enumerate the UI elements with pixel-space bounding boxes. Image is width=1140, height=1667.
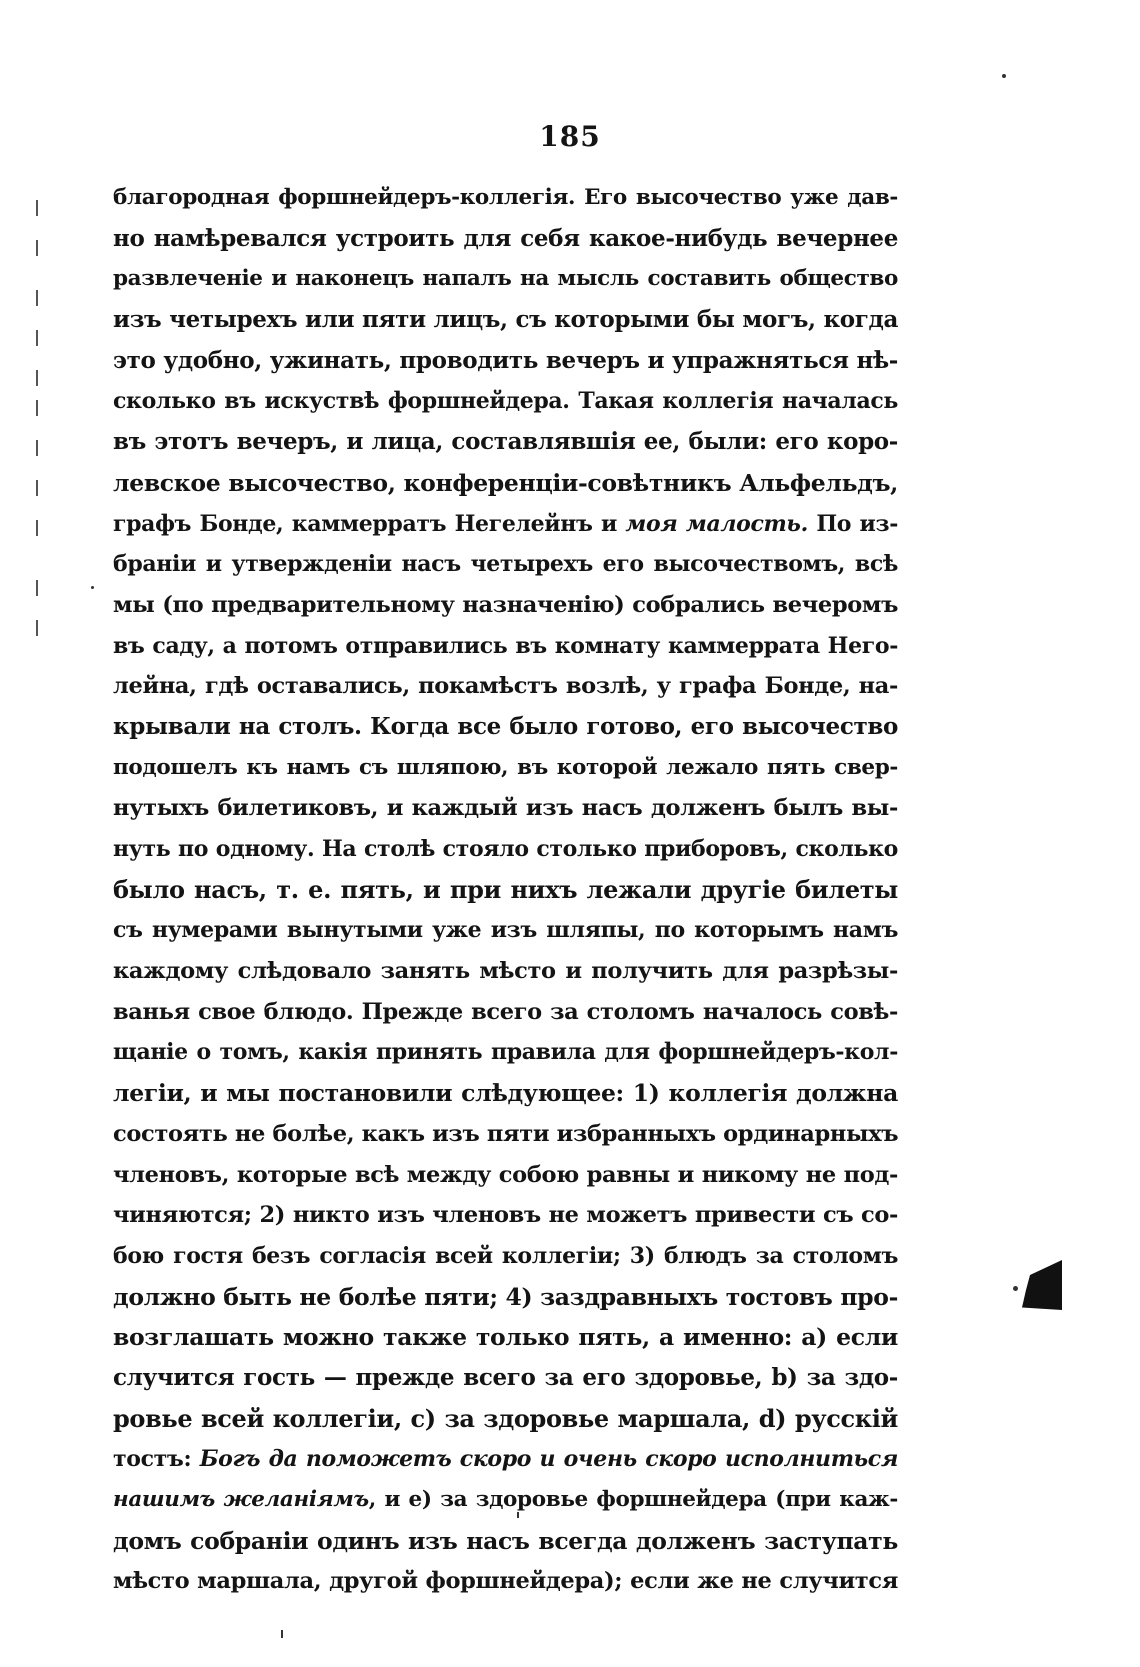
margin-mark	[36, 580, 38, 596]
text-line-content: состоять не болѣе, какъ изъ пяти избранныхъ ординарныхъ	[113, 1120, 898, 1147]
ink-stain	[1022, 1260, 1062, 1310]
text-line-italic: нашимъ желаніямъ	[113, 1487, 369, 1512]
text-line	[113, 463, 898, 504]
text-line-content: мѣсто маршала, другой форшнейдера); если же не случится	[113, 1568, 898, 1595]
text-line-content: но намѣревался устроить для себя какое-нибудь вечернее	[113, 224, 898, 252]
margin-mark	[36, 330, 38, 346]
text-line-content: левское высочество, конференціи-совѣтникъ Альфельдъ,	[113, 468, 898, 497]
text-line-content: крывали на столъ. Когда все было готово, его высочество	[113, 712, 898, 740]
text-line	[113, 870, 898, 911]
text-line-content: было насъ, т. е. пять, и при нихъ лежали другіе билеты	[113, 874, 898, 904]
text-line	[113, 910, 898, 951]
text-line	[113, 544, 898, 585]
margin-mark	[36, 520, 38, 536]
text-line	[113, 1521, 898, 1562]
text-line-content: мы (по предварительному назначенію) собрались вечеромъ	[113, 591, 898, 618]
text-line-content: возглашать можно также только пять, а именно: a) если	[113, 1323, 898, 1352]
ink-speck	[1002, 74, 1006, 78]
text-line-content: домъ собраніи одинъ изъ насъ всегда долженъ заступать	[113, 1526, 898, 1555]
text-line-content: должно быть не болѣе пяти; 4) заздравныхъ тостовъ про-	[113, 1282, 898, 1311]
ink-speck	[517, 1512, 519, 1518]
text-line	[113, 1561, 898, 1602]
text-line-content: съ нумерами вынутыми уже изъ шляпы, по которымъ намъ	[113, 917, 898, 944]
text-line	[113, 259, 898, 300]
text-line-content: браніи и утвержденіи насъ четырехъ его высочествомъ, всѣ	[113, 551, 898, 578]
text-line	[113, 178, 898, 219]
text-line	[113, 707, 898, 748]
text-line	[113, 1317, 898, 1358]
text-line-content: тостъ:	[113, 1446, 200, 1473]
text-line	[113, 422, 898, 463]
text-line	[113, 300, 898, 341]
text-line-content: легіи, и мы постановили слѣдующее: 1) коллегія должна	[113, 1079, 898, 1108]
text-line	[113, 829, 898, 870]
text-line-italic: моя малость.	[625, 510, 808, 537]
text-line	[113, 1114, 898, 1155]
text-line-content: ванья свое блюдо. Прежде всего за столомъ началось совѣ-	[113, 998, 898, 1025]
page-number: 185	[539, 120, 601, 153]
text-line-tail: По из-	[807, 510, 898, 537]
text-line-content: въ саду, а потомъ отправились въ комнату каммеррата Него-	[113, 632, 898, 659]
text-line	[113, 666, 898, 707]
text-line	[113, 504, 898, 545]
text-line-content: благородная форшнейдеръ-коллегія. Его высочество уже дав-	[113, 185, 898, 210]
ink-speck	[91, 586, 94, 589]
text-line-content: членовъ, которые всѣ между собою равны и никому не под-	[113, 1161, 898, 1188]
ink-speck	[1013, 1286, 1018, 1291]
text-line-content: ровье всей коллегіи, c) за здоровье маршала, d) русскій	[113, 1403, 898, 1433]
ink-speck	[281, 1630, 283, 1638]
text-line	[113, 585, 898, 626]
text-line-content: развлеченіе и наконецъ напалъ на мысль составить общество	[113, 266, 898, 292]
text-line-italic: Богъ да поможетъ скоро и очень скоро исполниться	[199, 1446, 898, 1473]
text-line	[113, 1073, 898, 1114]
text-line-content: лейна, гдѣ оставались, покамѣстъ возлѣ, у графа Бонде, на-	[113, 673, 898, 700]
margin-mark	[36, 480, 38, 496]
margin-mark	[36, 440, 38, 456]
text-line	[113, 219, 898, 260]
text-line-content: щаніе о томъ, какія принять правила для форшнейдеръ-кол-	[113, 1039, 898, 1066]
text-line	[113, 1439, 898, 1480]
margin-mark	[36, 290, 38, 306]
body-text	[113, 178, 898, 1602]
margin-mark	[36, 400, 38, 416]
text-line-content: въ этотъ вечеръ, и лица, составлявшія ее, были: его коро-	[113, 428, 898, 456]
text-line	[113, 1277, 898, 1318]
margin-mark	[36, 620, 38, 636]
text-line-content: подошелъ къ намъ съ шляпою, въ которой лежало пять свер-	[113, 754, 898, 780]
text-line	[113, 788, 898, 829]
text-line	[113, 1155, 898, 1196]
text-line	[113, 626, 898, 667]
text-line-content: бою гостя безъ согласія всей коллегіи; 3) блюдъ за столомъ	[113, 1242, 898, 1269]
text-line-content: графъ Бонде, каммерратъ Негелейнъ и	[113, 510, 626, 537]
text-line	[113, 1480, 898, 1521]
text-line-content: это удобно, ужинать, проводить вечеръ и упражняться нѣ-	[113, 346, 898, 374]
text-line-content: случится гость — прежде всего за его здоровье, b) за здо-	[113, 1363, 898, 1391]
margin-mark	[36, 200, 38, 216]
text-line-content: чиняются; 2) никто изъ членовъ не можетъ привести съ со-	[113, 1202, 898, 1229]
text-line-tail: , и e) за здоровье форшнейдера (при каж-	[368, 1487, 898, 1512]
text-line	[113, 748, 898, 789]
text-line	[113, 1032, 898, 1073]
text-line	[113, 381, 898, 422]
text-line	[113, 992, 898, 1033]
text-line-content: каждому слѣдовало занять мѣсто и получить для разрѣзы-	[113, 958, 898, 985]
margin-mark	[36, 240, 38, 256]
margin-mark	[36, 370, 38, 386]
text-line	[113, 1358, 898, 1399]
text-line-content: сколько въ искуствѣ форшнейдера. Такая коллегія началась	[113, 388, 898, 415]
text-line-content: нуть по одному. На столѣ стояло столько приборовъ, сколько	[113, 836, 898, 862]
text-line	[113, 1195, 898, 1236]
text-line	[113, 1399, 898, 1440]
text-line	[113, 341, 898, 382]
text-line-content: нутыхъ билетиковъ, и каждый изъ насъ долженъ былъ вы-	[113, 795, 898, 822]
text-line	[113, 1236, 898, 1277]
text-line	[113, 951, 898, 992]
text-line-content: изъ четырехъ или пяти лицъ, съ которыми бы могъ, когда	[113, 306, 898, 334]
margin-marks	[34, 200, 40, 650]
